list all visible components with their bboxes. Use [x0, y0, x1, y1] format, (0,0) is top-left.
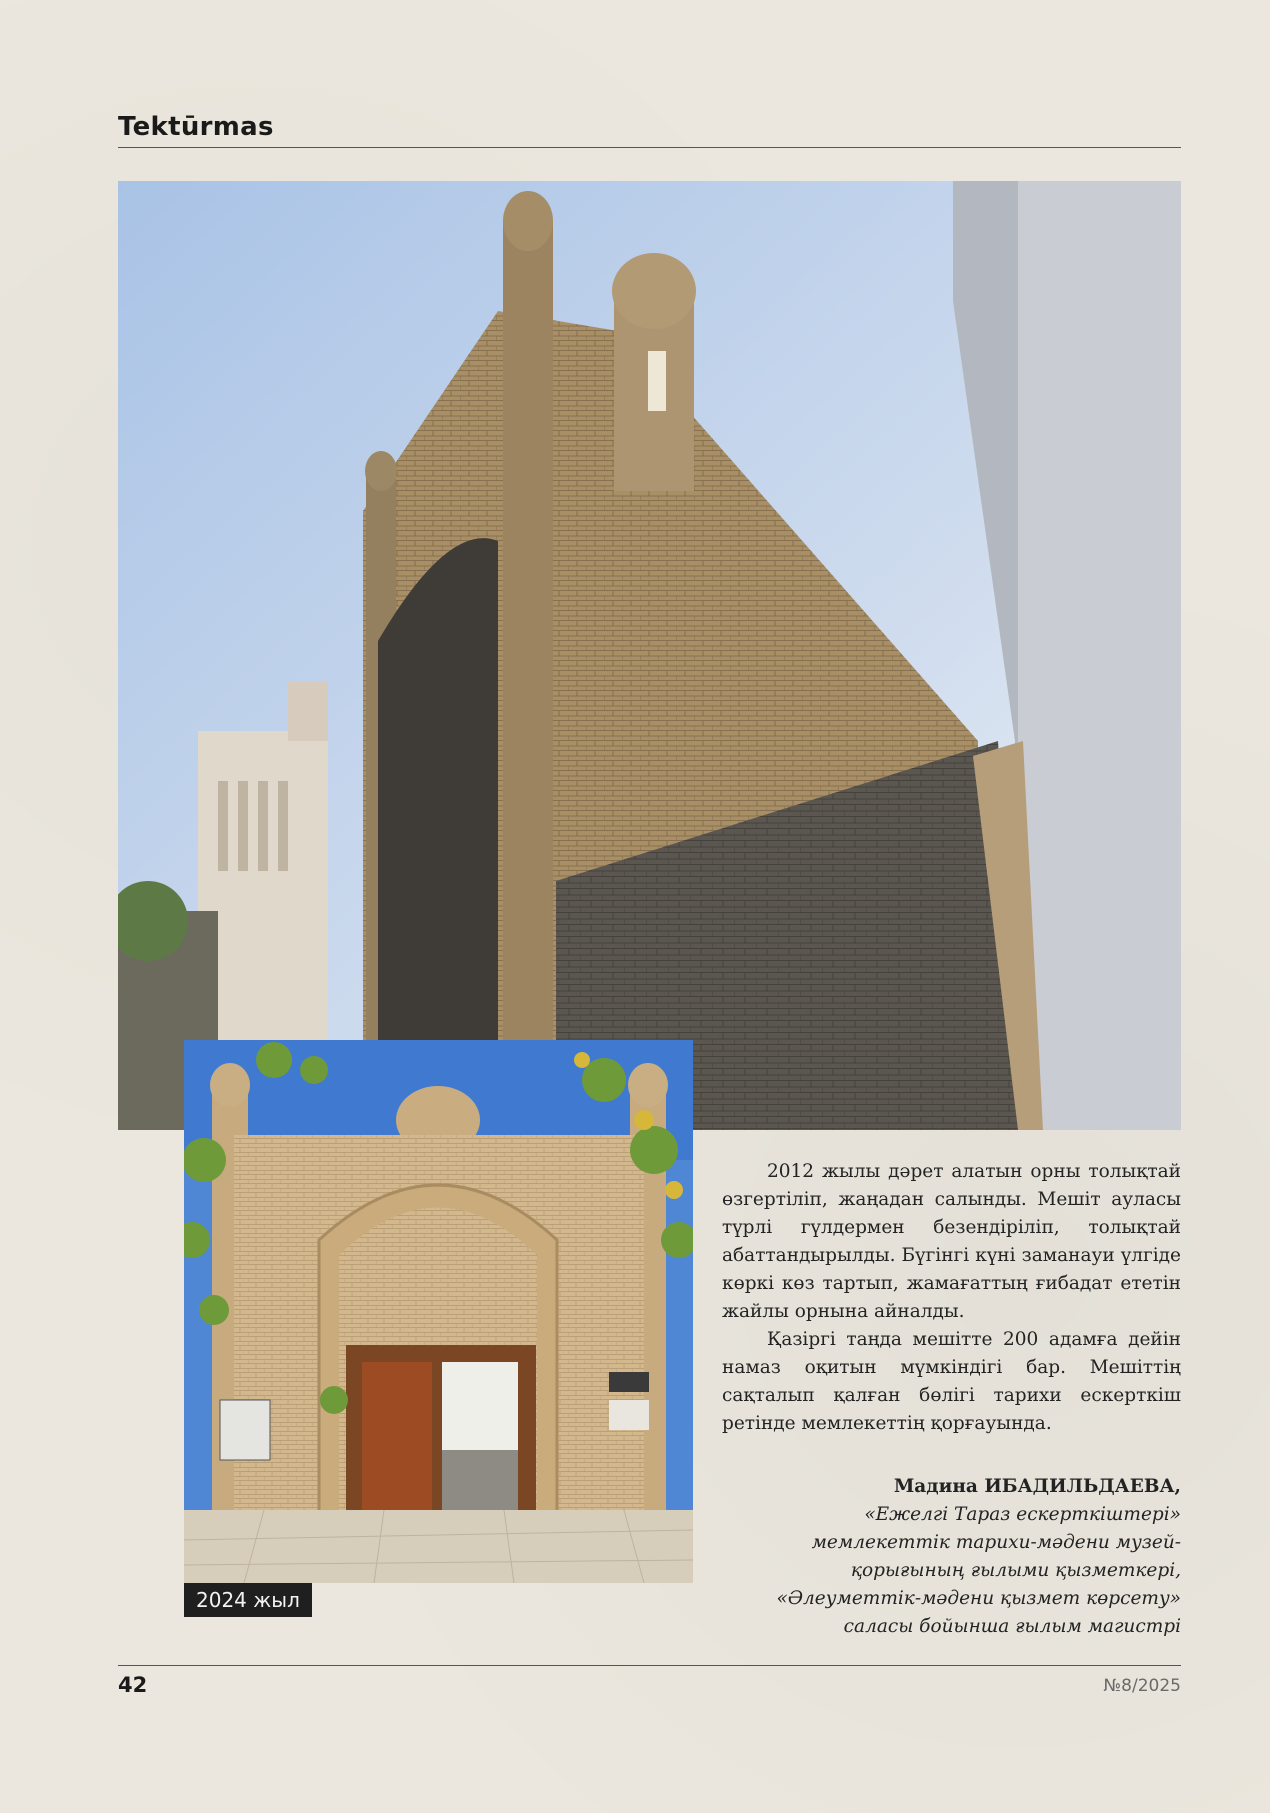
issue-number: №8/2025	[1103, 1676, 1181, 1696]
article-paragraph: 2012 жылы дәрет алатын орны толықтай өзгертіліп, жаңадан салынды. Мешіт ауласы түрлі гүлдермен безендіріліп, толықтай абаттандырылды. Бүгінгі күні заманауи үлгіде көркі көз тартып, жамағаттың ғибадат ететін жайлы орнына айналды.	[722, 1161, 1181, 1322]
photo-caption-year: 2024 жыл	[184, 1583, 312, 1617]
header-divider	[118, 147, 1181, 148]
author-credential-line: «Әлеуметтік-мәдени қызмет көрсету»	[776, 1588, 1181, 1609]
main-mosque-photo	[118, 181, 1181, 1130]
article-paragraph: Қазіргі таңда мешітте 200 адамға дейін намаз оқитын мүмкіндігі бар. Мешіттің сақталып қалған бөлігі тарихи ескерткіш ретінде мемлекеттің қорғауында.	[722, 1329, 1181, 1434]
magazine-brand: Tektūrmas	[118, 112, 274, 142]
inset-mosque-photo-2024	[184, 1040, 693, 1583]
article-body	[722, 1158, 1181, 1438]
page-number: 42	[118, 1673, 148, 1697]
author-name: Мадина ИБАДИЛЬДАЕВА,	[893, 1476, 1181, 1497]
author-credential-line: мемлекеттік тарихи-мәдени музей-	[811, 1532, 1181, 1553]
author-credential-line: қорығының ғылыми қызметкері,	[850, 1560, 1181, 1581]
author-credential-line: саласы бойынша ғылым магистрі	[843, 1616, 1181, 1637]
footer-divider	[118, 1665, 1181, 1666]
author-credential-line: «Ежелгі Тараз ескерткіштері»	[864, 1504, 1181, 1525]
author-signature	[722, 1473, 1181, 1641]
